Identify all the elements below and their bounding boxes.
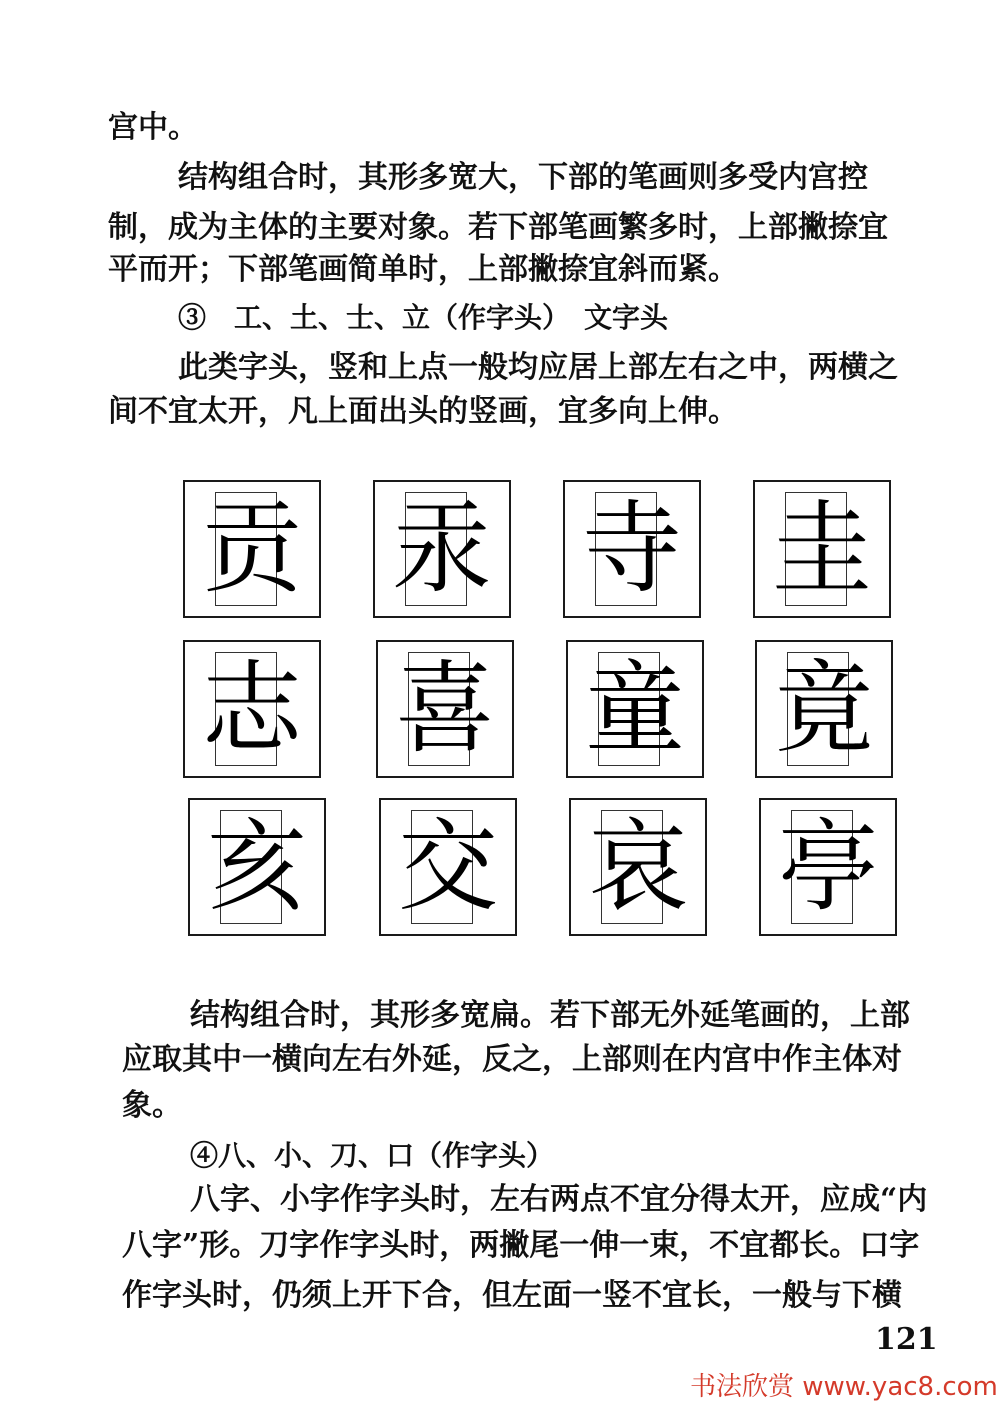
paragraph-line: 结构组合时，其形多宽扁。若下部无外延笔画的，上部 <box>190 998 910 1033</box>
character-cell <box>373 480 511 618</box>
paragraph-line: 应取其中一横向左右外延，反之，上部则在内宫中作主体对 <box>122 1042 902 1077</box>
character-cell <box>569 798 707 936</box>
example-character: 寺 <box>582 490 682 607</box>
character-grid <box>183 480 903 940</box>
character-cell <box>376 640 514 778</box>
example-character: 交 <box>398 808 498 925</box>
paragraph-line: 作字头时，仍须上开下合，但左面一竖不宜长，一般与下横 <box>122 1278 902 1313</box>
paragraph-line: 制，成为主体的主要对象。若下部笔画繁多时，上部撇捺宜 <box>108 210 888 245</box>
character-cell <box>183 640 321 778</box>
character-cell <box>188 798 326 936</box>
example-character: 贡 <box>202 490 302 607</box>
paragraph-line: 八字、小字作字头时，左右两点不宜分得太开，应成“内 <box>190 1182 928 1217</box>
paragraph-line: 象。 <box>122 1088 182 1123</box>
character-cell <box>753 480 891 618</box>
example-character: 喜 <box>395 650 495 767</box>
character-cell <box>755 640 893 778</box>
character-cell <box>566 640 704 778</box>
paragraph-line: 此类字头，竖和上点一般均应居上部左右之中，两横之 <box>178 350 898 385</box>
character-cell <box>183 480 321 618</box>
example-character: 亭 <box>778 808 878 925</box>
paragraph-line: 间不宜太开，凡上面出头的竖画，宜多向上伸。 <box>108 394 738 429</box>
section-heading: ④八、小、刀、口（作字头） <box>190 1139 555 1172</box>
page-number: 121 <box>875 1322 938 1357</box>
character-cell <box>563 480 701 618</box>
paragraph-line: 结构组合时，其形多宽大，下部的笔画则多受内宫控 <box>178 160 868 195</box>
paragraph-line: 宫中。 <box>108 110 198 145</box>
example-character: 亥 <box>207 808 307 925</box>
example-character: 汞 <box>392 490 492 607</box>
section-heading: ③ 工、土、士、立（作字头） 文字头 <box>178 301 669 334</box>
watermark: 书法欣赏 www.yac8.com <box>690 1372 998 1402</box>
example-character: 竟 <box>774 650 874 767</box>
paragraph-line: 平而开；下部笔画简单时，上部撇捺宜斜而紧。 <box>108 252 738 287</box>
character-cell <box>379 798 517 936</box>
example-character: 童 <box>585 650 685 767</box>
paragraph-line: 八字”形。刀字作字头时，两撇尾一伸一束，不宜都长。口字 <box>122 1228 920 1263</box>
character-cell <box>759 798 897 936</box>
example-character: 志 <box>202 650 302 767</box>
example-character: 圭 <box>772 490 872 607</box>
example-character: 哀 <box>588 808 688 925</box>
